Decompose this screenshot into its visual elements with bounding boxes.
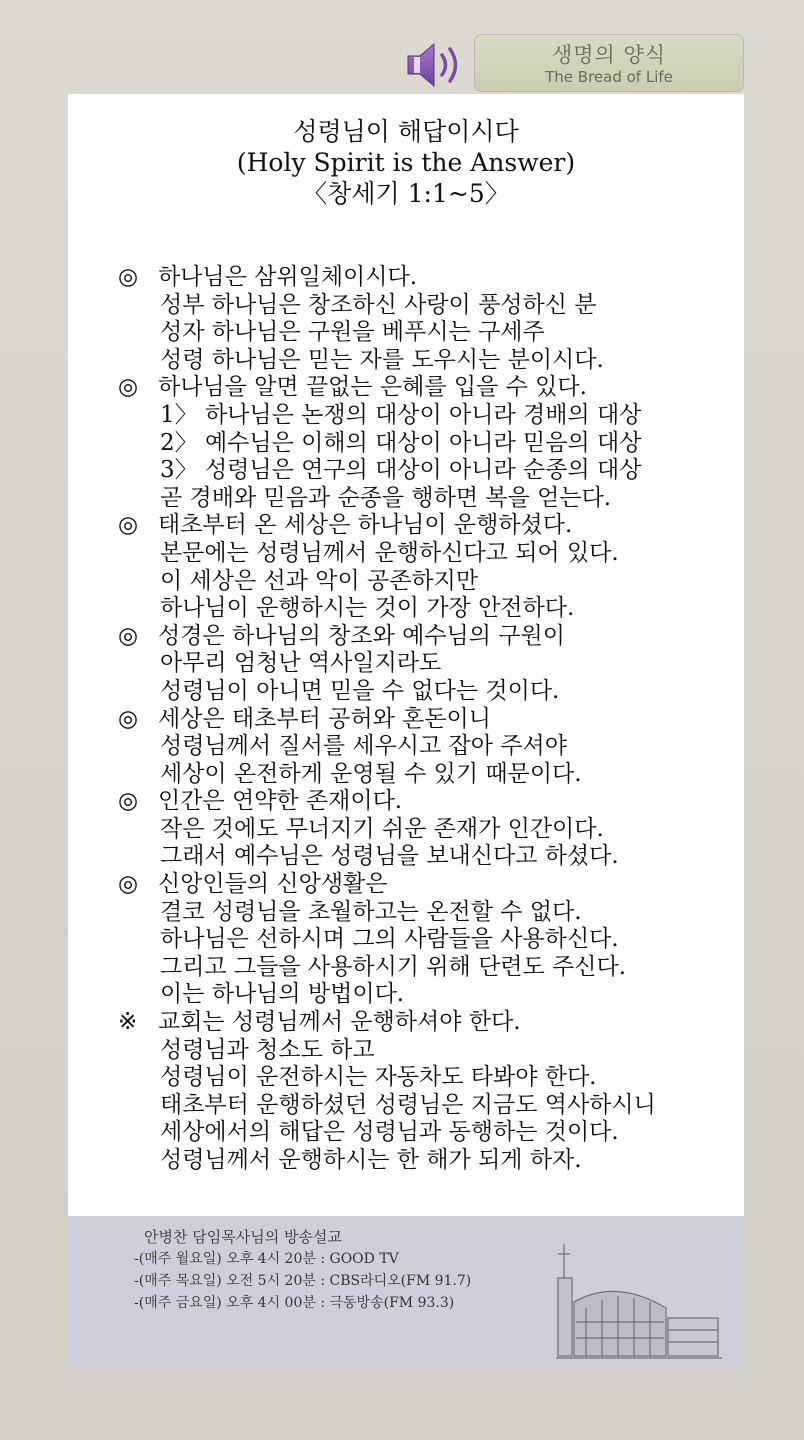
- outline-text: 아무리 엄청난 역사일지라도: [160, 650, 442, 677]
- outline-text: 결코 성령님을 초월하고는 온전할 수 없다.: [160, 898, 582, 925]
- outline-line: [118, 347, 738, 375]
- outline-line: [118, 1037, 738, 1065]
- outline-line: [118, 623, 738, 651]
- speaker-icon[interactable]: [404, 40, 470, 90]
- brand-title-ko: 생명의 양식: [551, 43, 667, 67]
- outline-line: [118, 816, 738, 844]
- outline-text: 성자 하나님은 구원을 베푸시는 구세주: [160, 319, 545, 346]
- outline-text: 세상은 태초부터 공허와 혼돈이니: [158, 705, 491, 732]
- outline-line: [118, 1119, 738, 1147]
- outline-line: [118, 1147, 738, 1175]
- outline-line: [118, 457, 738, 485]
- outline-line: [118, 788, 738, 816]
- outline-line: [118, 540, 738, 568]
- outline-line: [118, 595, 738, 623]
- outline-line: [118, 319, 738, 347]
- outline-text: 작은 것에도 무너지기 쉬운 존재가 인간이다.: [160, 815, 604, 842]
- bullet-mark: ◎: [118, 622, 139, 649]
- schedule-line: -(매주 월요일) 오후 4시 20분 : GOOD TV: [134, 1251, 399, 1267]
- outline-line: [118, 512, 738, 540]
- outline-line: [118, 871, 738, 899]
- outline-line: [118, 706, 738, 734]
- outline-text: 그리고 그들을 사용하시기 위해 단련도 주신다.: [160, 953, 627, 980]
- sermon-card: [68, 94, 744, 1216]
- outline-text: 성령 하나님은 믿는 자를 도우시는 분이시다.: [160, 346, 604, 373]
- bullet-mark: ◎: [118, 705, 139, 732]
- bullet-mark: ※: [118, 1009, 138, 1036]
- schedule-line: -(매주 목요일) 오전 5시 20분 : CBS라디오(FM 91.7): [134, 1273, 472, 1289]
- outline-text: 성령님이 운전하시는 자동차도 타봐야 한다.: [160, 1064, 597, 1091]
- outline-line: [118, 1009, 738, 1037]
- outline-line: [118, 292, 738, 320]
- outline-text: 성령님이 아니면 믿을 수 없다는 것이다.: [160, 677, 560, 704]
- outline-line: [118, 430, 738, 458]
- outline-text: 하나님이 운행하시는 것이 가장 안전하다.: [160, 595, 575, 622]
- broadcast-title: 안병찬 담임목사님의 방송설교: [144, 1228, 342, 1246]
- outline-text: 세상이 온전하게 운영될 수 있기 때문이다.: [160, 760, 582, 787]
- bullet-mark: ◎: [118, 374, 139, 401]
- outline-text: 3〉 성령님은 연구의 대상이 아니라 순종의 대상: [160, 457, 642, 484]
- brand-title-en: The Bread of Life: [545, 68, 673, 86]
- outline-line: [118, 678, 738, 706]
- bullet-mark: ◎: [118, 264, 139, 290]
- outline-text: 성부 하나님은 창조하신 사랑이 풍성하신 분: [160, 291, 597, 318]
- church-building-icon: [546, 1238, 732, 1362]
- outline-text: 성령님과 청소도 하고: [160, 1036, 375, 1063]
- outline-text: 성경은 하나님의 창조와 예수님의 구원이: [158, 622, 565, 649]
- outline-line: [118, 374, 738, 402]
- outline-text: 하나님은 삼위일체이시다.: [158, 264, 418, 290]
- outline-line: [118, 485, 738, 513]
- outline-text: 하나님을 알면 끝없는 은혜를 입을 수 있다.: [158, 374, 587, 401]
- broadcast-schedule: [134, 1248, 471, 1314]
- outline-text: 하나님은 선하시며 그의 사람들을 사용하신다.: [160, 926, 619, 953]
- sermon-outline: [118, 264, 738, 1175]
- outline-text: 태초부터 운행하셨던 성령님은 지금도 역사하시니: [160, 1091, 656, 1118]
- outline-line: [118, 761, 738, 789]
- outline-text: 2〉 예수님은 이해의 대상이 아니라 믿음의 대상: [160, 429, 642, 456]
- outline-text: 성령님께서 운행하시는 한 해가 되게 하자.: [160, 1147, 582, 1173]
- outline-line: [118, 733, 738, 761]
- scripture-reference: 〈창세기 1:1~5〉: [302, 179, 510, 208]
- sermon-title-en: (Holy Spirit is the Answer): [236, 148, 576, 177]
- outline-line: [118, 568, 738, 596]
- sermon-title-block: [68, 116, 744, 209]
- outline-line: [118, 402, 738, 430]
- broadcast-footer: [68, 1216, 744, 1368]
- brand-badge: [474, 34, 744, 92]
- outline-line: [118, 954, 738, 982]
- schedule-line: -(매주 금요일) 오후 4시 00분 : 극동방송(FM 93.3): [134, 1295, 455, 1311]
- outline-line: [118, 981, 738, 1009]
- outline-text: 세상에서의 해답은 성령님과 동행하는 것이다.: [160, 1119, 619, 1146]
- outline-line: [118, 1064, 738, 1092]
- outline-text: 교회는 성령님께서 운행하셔야 한다.: [158, 1009, 521, 1036]
- bullet-mark: ◎: [118, 788, 139, 815]
- outline-line: [118, 899, 738, 927]
- outline-text: 곧 경배와 믿음과 순종을 행하면 복을 얻는다.: [160, 484, 612, 511]
- outline-line: [118, 926, 738, 954]
- outline-text: 인간은 연약한 존재이다.: [158, 788, 403, 815]
- bullet-mark: ◎: [118, 871, 139, 898]
- outline-line: [118, 1092, 738, 1120]
- outline-text: 이는 하나님의 방법이다.: [160, 981, 405, 1008]
- sermon-title-ko: 성령님이 해답이시다: [293, 117, 519, 146]
- outline-line: [118, 264, 738, 292]
- outline-text: 태초부터 온 세상은 하나님이 운행하셨다.: [158, 512, 573, 539]
- bullet-mark: ◎: [118, 512, 139, 539]
- outline-text: 본문에는 성령님께서 운행하신다고 되어 있다.: [160, 539, 619, 566]
- outline-text: 성령님께서 질서를 세우시고 잡아 주셔야: [160, 733, 567, 760]
- outline-line: [118, 650, 738, 678]
- outline-line: [118, 843, 738, 871]
- outline-text: 이 세상은 선과 악이 공존하지만: [160, 567, 479, 594]
- outline-text: 신앙인들의 신앙생활은: [158, 871, 388, 898]
- outline-text: 그래서 예수님은 성령님을 보내신다고 하셨다.: [160, 843, 619, 870]
- outline-text: 1〉 하나님은 논쟁의 대상이 아니라 경배의 대상: [160, 401, 642, 428]
